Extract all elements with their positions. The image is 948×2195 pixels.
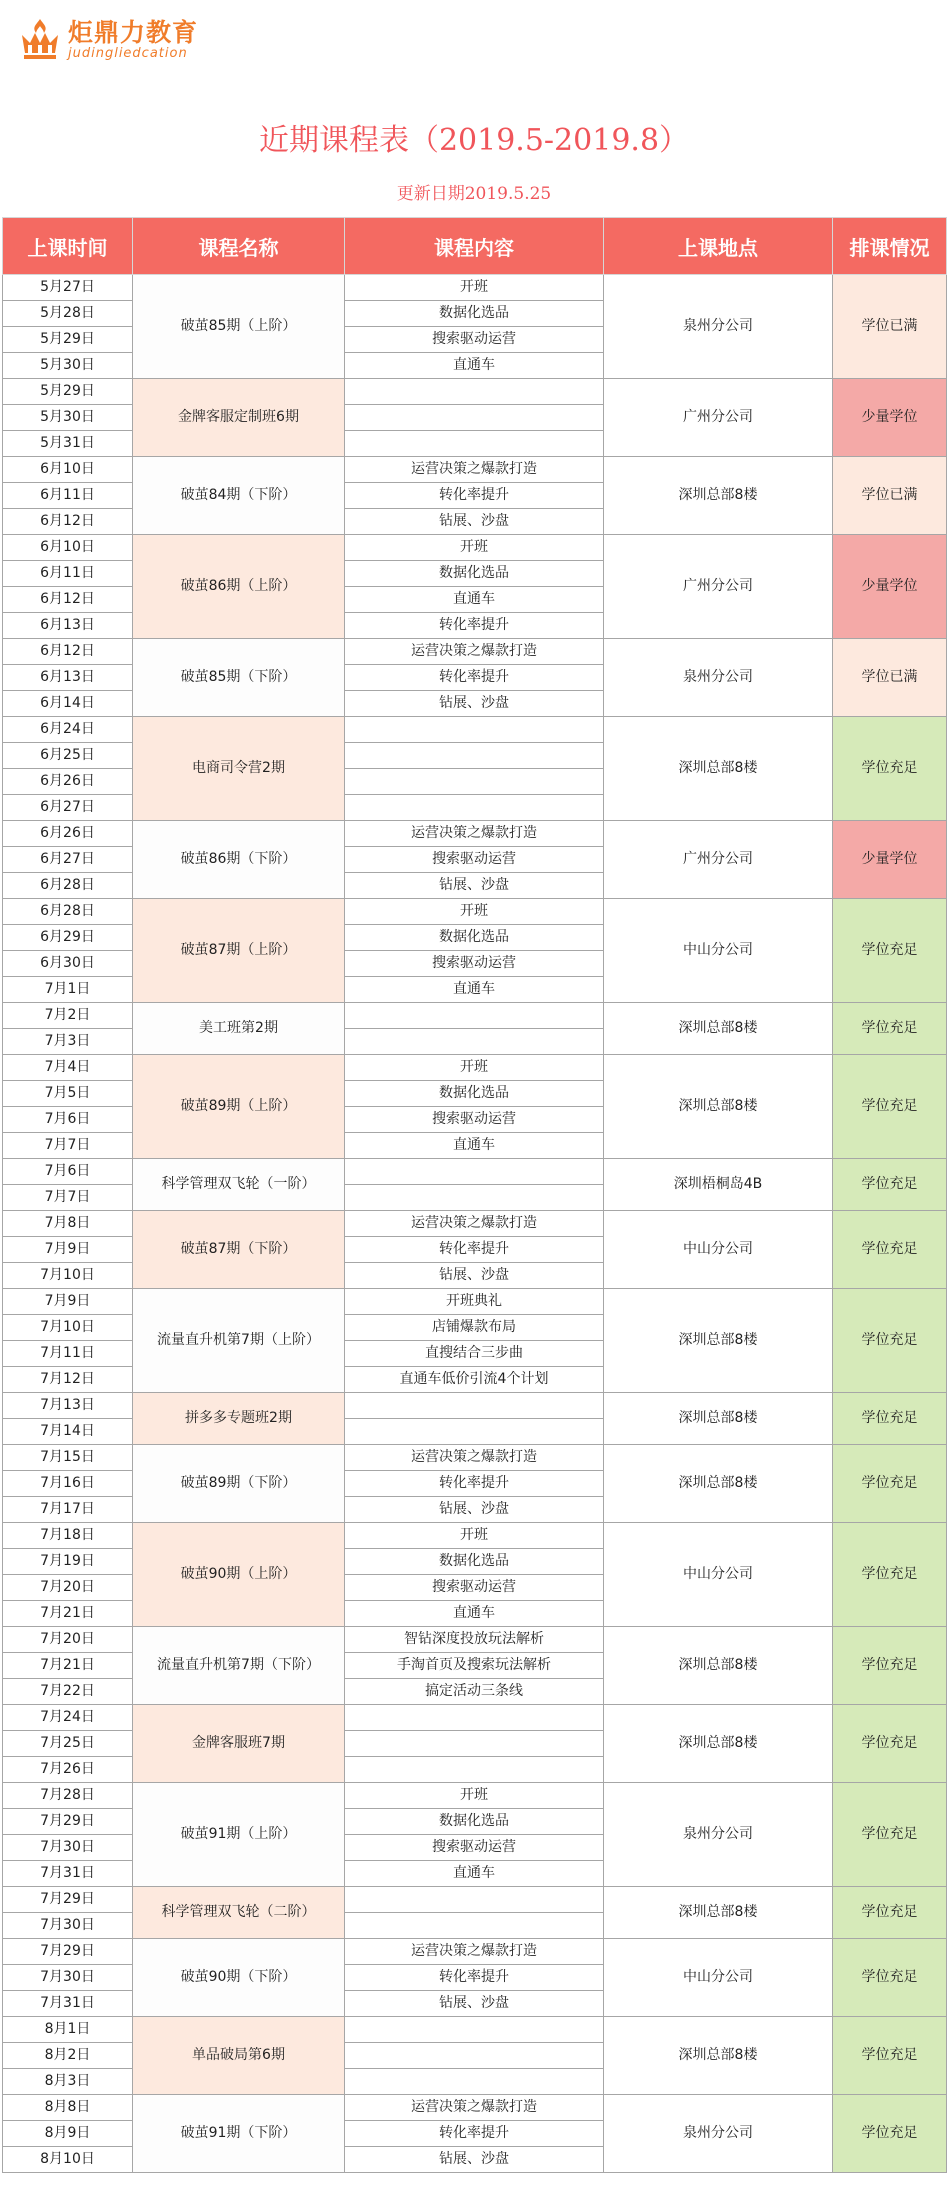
course-content-cell: 运营决策之爆款打造 [345, 1211, 604, 1237]
status-cell: 学位充足 [833, 1705, 947, 1783]
course-content-cell: 数据化选品 [345, 1549, 604, 1575]
course-name-cell: 拼多多专题班2期 [133, 1393, 345, 1445]
course-name-cell: 科学管理双飞轮（二阶） [133, 1887, 345, 1939]
date-cell: 6月30日 [3, 951, 133, 977]
course-name-cell: 破茧91期（下阶） [133, 2095, 345, 2173]
course-name-cell: 美工班第2期 [133, 1003, 345, 1055]
course-content-cell: 开班 [345, 1055, 604, 1081]
course-content-cell: 直通车 [345, 977, 604, 1003]
date-cell: 5月29日 [3, 327, 133, 353]
table-row [3, 1055, 947, 1081]
date-cell: 7月3日 [3, 1029, 133, 1055]
course-content-cell: 钻展、沙盘 [345, 873, 604, 899]
course-content-cell [345, 1159, 604, 1185]
status-cell: 学位充足 [833, 1055, 947, 1159]
location-cell: 泉州分公司 [604, 275, 833, 379]
location-cell: 中山分公司 [604, 1211, 833, 1289]
status-cell: 学位已满 [833, 457, 947, 535]
status-cell: 少量学位 [833, 821, 947, 899]
date-cell: 7月30日 [3, 1913, 133, 1939]
date-cell: 5月30日 [3, 353, 133, 379]
table-row [3, 457, 947, 483]
date-cell: 6月29日 [3, 925, 133, 951]
location-cell: 深圳总部8楼 [604, 1003, 833, 1055]
course-content-cell: 直通车 [345, 1861, 604, 1887]
location-cell: 深圳总部8楼 [604, 1289, 833, 1393]
date-cell: 7月10日 [3, 1263, 133, 1289]
course-name-cell: 破茧86期（下阶） [133, 821, 345, 899]
date-cell: 7月31日 [3, 1861, 133, 1887]
date-cell: 8月3日 [3, 2069, 133, 2095]
table-row [3, 1523, 947, 1549]
table-row [3, 1159, 947, 1185]
course-content-cell [345, 1029, 604, 1055]
date-cell: 7月25日 [3, 1731, 133, 1757]
course-name-cell: 破茧86期（上阶） [133, 535, 345, 639]
table-row [3, 1289, 947, 1315]
table-row [3, 1939, 947, 1965]
header-course-content: 课程内容 [345, 218, 604, 275]
table-row [3, 639, 947, 665]
update-date: 更新日期2019.5.25 [396, 184, 552, 204]
table-row [3, 2017, 947, 2043]
date-cell: 7月9日 [3, 1237, 133, 1263]
date-cell: 6月28日 [3, 873, 133, 899]
date-cell: 7月5日 [3, 1081, 133, 1107]
course-content-cell [345, 743, 604, 769]
course-content-cell: 直通车 [345, 1133, 604, 1159]
date-cell: 7月1日 [3, 977, 133, 1003]
course-content-cell: 搜索驱动运营 [345, 847, 604, 873]
date-cell: 7月22日 [3, 1679, 133, 1705]
date-cell: 7月29日 [3, 1809, 133, 1835]
page-title: 近期课程表（2019.5-2019.8） [258, 123, 690, 158]
course-content-cell: 搞定活动三条线 [345, 1679, 604, 1705]
course-content-cell: 转化率提升 [345, 1965, 604, 1991]
location-cell: 深圳总部8楼 [604, 1705, 833, 1783]
header-location: 上课地点 [604, 218, 833, 275]
date-cell: 7月17日 [3, 1497, 133, 1523]
table-row [3, 1627, 947, 1653]
course-name-cell: 破茧90期（上阶） [133, 1523, 345, 1627]
status-cell: 学位充足 [833, 2095, 947, 2173]
location-cell: 中山分公司 [604, 1523, 833, 1627]
location-cell: 泉州分公司 [604, 1783, 833, 1887]
date-cell: 6月10日 [3, 535, 133, 561]
date-cell: 6月26日 [3, 769, 133, 795]
course-content-cell [345, 1731, 604, 1757]
date-cell: 6月24日 [3, 717, 133, 743]
course-name-cell: 流量直升机第7期（上阶） [133, 1289, 345, 1393]
course-content-cell: 智钻深度投放玩法解析 [345, 1627, 604, 1653]
status-cell: 学位充足 [833, 1627, 947, 1705]
course-content-cell: 搜索驱动运营 [345, 1575, 604, 1601]
course-name-cell: 金牌客服定制班6期 [133, 379, 345, 457]
course-content-cell [345, 1419, 604, 1445]
course-content-cell: 开班 [345, 275, 604, 301]
date-cell: 6月11日 [3, 483, 133, 509]
footer-fragment [0, 2178, 948, 2195]
date-cell: 7月28日 [3, 1783, 133, 1809]
status-cell: 学位充足 [833, 1393, 947, 1445]
schedule-body [3, 275, 947, 2173]
date-cell: 8月9日 [3, 2121, 133, 2147]
course-content-cell: 转化率提升 [345, 613, 604, 639]
date-cell: 7月11日 [3, 1341, 133, 1367]
course-content-cell: 数据化选品 [345, 301, 604, 327]
status-cell: 学位充足 [833, 1887, 947, 1939]
course-name-cell: 破茧91期（上阶） [133, 1783, 345, 1887]
date-cell: 7月7日 [3, 1133, 133, 1159]
date-cell: 6月26日 [3, 821, 133, 847]
course-content-cell [345, 769, 604, 795]
location-cell: 广州分公司 [604, 821, 833, 899]
date-cell: 6月27日 [3, 795, 133, 821]
course-content-cell: 手淘首页及搜索玩法解析 [345, 1653, 604, 1679]
date-cell: 7月26日 [3, 1757, 133, 1783]
date-cell: 7月6日 [3, 1159, 133, 1185]
course-name-cell: 破茧90期（下阶） [133, 1939, 345, 2017]
table-row [3, 535, 947, 561]
course-name-cell: 破茧85期（上阶） [133, 275, 345, 379]
date-cell: 6月13日 [3, 613, 133, 639]
course-name-cell: 电商司令营2期 [133, 717, 345, 821]
date-cell: 7月20日 [3, 1575, 133, 1601]
course-name-cell: 单品破局第6期 [133, 2017, 345, 2095]
brand-subtitle: judingliedcation [68, 46, 188, 61]
table-row [3, 899, 947, 925]
course-content-cell [345, 405, 604, 431]
date-cell: 7月7日 [3, 1185, 133, 1211]
table-row [3, 1003, 947, 1029]
course-content-cell: 数据化选品 [345, 1081, 604, 1107]
course-content-cell: 搜索驱动运营 [345, 1107, 604, 1133]
location-cell: 深圳总部8楼 [604, 1627, 833, 1705]
course-name-cell: 金牌客服班7期 [133, 1705, 345, 1783]
date-cell: 7月13日 [3, 1393, 133, 1419]
status-cell: 学位充足 [833, 2017, 947, 2095]
course-content-cell: 直通车 [345, 353, 604, 379]
course-content-cell: 转化率提升 [345, 483, 604, 509]
date-cell: 8月10日 [3, 2147, 133, 2173]
date-cell: 5月30日 [3, 405, 133, 431]
course-name-cell: 破茧85期（下阶） [133, 639, 345, 717]
date-cell: 6月12日 [3, 639, 133, 665]
course-content-cell: 转化率提升 [345, 1237, 604, 1263]
torch-crown-icon [18, 17, 62, 63]
course-content-cell: 开班 [345, 535, 604, 561]
status-cell: 学位已满 [833, 639, 947, 717]
status-cell: 少量学位 [833, 535, 947, 639]
course-content-cell: 开班典礼 [345, 1289, 604, 1315]
course-content-cell [345, 431, 604, 457]
status-cell: 学位充足 [833, 1523, 947, 1627]
course-content-cell: 运营决策之爆款打造 [345, 2095, 604, 2121]
course-content-cell [345, 1003, 604, 1029]
location-cell: 深圳总部8楼 [604, 457, 833, 535]
date-cell: 5月28日 [3, 301, 133, 327]
date-cell: 7月30日 [3, 1965, 133, 1991]
date-cell: 7月29日 [3, 1887, 133, 1913]
location-cell: 泉州分公司 [604, 2095, 833, 2173]
course-name-cell: 流量直升机第7期（下阶） [133, 1627, 345, 1705]
course-name-cell: 破茧89期（上阶） [133, 1055, 345, 1159]
status-cell: 少量学位 [833, 379, 947, 457]
course-content-cell: 钻展、沙盘 [345, 691, 604, 717]
date-cell: 7月8日 [3, 1211, 133, 1237]
course-name-cell: 破茧84期（下阶） [133, 457, 345, 535]
course-content-cell: 开班 [345, 1783, 604, 1809]
date-cell: 7月6日 [3, 1107, 133, 1133]
course-content-cell [345, 1913, 604, 1939]
date-cell: 7月19日 [3, 1549, 133, 1575]
date-cell: 6月12日 [3, 587, 133, 613]
course-content-cell [345, 795, 604, 821]
date-cell: 7月20日 [3, 1627, 133, 1653]
date-cell: 6月12日 [3, 509, 133, 535]
location-cell: 深圳总部8楼 [604, 1055, 833, 1159]
date-cell: 5月31日 [3, 431, 133, 457]
status-cell: 学位充足 [833, 717, 947, 821]
course-name-cell: 破茧89期（下阶） [133, 1445, 345, 1523]
date-cell: 7月21日 [3, 1601, 133, 1627]
date-cell: 7月15日 [3, 1445, 133, 1471]
course-content-cell [345, 717, 604, 743]
course-content-cell: 运营决策之爆款打造 [345, 821, 604, 847]
date-cell: 5月27日 [3, 275, 133, 301]
course-content-cell [345, 2017, 604, 2043]
course-content-cell: 钻展、沙盘 [345, 2147, 604, 2173]
table-row [3, 1393, 947, 1419]
date-cell: 7月30日 [3, 1835, 133, 1861]
course-content-cell: 转化率提升 [345, 665, 604, 691]
course-content-cell: 搜索驱动运营 [345, 327, 604, 353]
location-cell: 深圳总部8楼 [604, 1393, 833, 1445]
course-content-cell [345, 379, 604, 405]
table-row [3, 379, 947, 405]
date-cell: 7月14日 [3, 1419, 133, 1445]
date-cell: 7月18日 [3, 1523, 133, 1549]
schedule-table [2, 217, 947, 2173]
table-row [3, 1705, 947, 1731]
table-row [3, 1887, 947, 1913]
course-content-cell: 转化率提升 [345, 2121, 604, 2147]
course-content-cell: 运营决策之爆款打造 [345, 1939, 604, 1965]
location-cell: 中山分公司 [604, 1939, 833, 2017]
status-cell: 学位充足 [833, 1939, 947, 2017]
date-cell: 6月28日 [3, 899, 133, 925]
location-cell: 广州分公司 [604, 379, 833, 457]
brand-logo [18, 14, 198, 66]
header-row [3, 218, 947, 275]
table-row [3, 821, 947, 847]
date-cell: 6月14日 [3, 691, 133, 717]
brand-name: 炬鼎力教育 [68, 18, 199, 47]
course-content-cell: 钻展、沙盘 [345, 1263, 604, 1289]
course-content-cell [345, 1887, 604, 1913]
course-content-cell: 搜索驱动运营 [345, 951, 604, 977]
location-cell: 泉州分公司 [604, 639, 833, 717]
status-cell: 学位充足 [833, 1445, 947, 1523]
date-cell: 7月9日 [3, 1289, 133, 1315]
course-content-cell [345, 1757, 604, 1783]
date-cell: 7月31日 [3, 1991, 133, 2017]
location-cell: 中山分公司 [604, 899, 833, 1003]
course-content-cell: 运营决策之爆款打造 [345, 1445, 604, 1471]
date-cell: 6月13日 [3, 665, 133, 691]
table-row [3, 1211, 947, 1237]
table-row [3, 1783, 947, 1809]
course-content-cell [345, 1185, 604, 1211]
table-row [3, 275, 947, 301]
location-cell: 深圳总部8楼 [604, 717, 833, 821]
course-content-cell: 数据化选品 [345, 925, 604, 951]
course-content-cell: 运营决策之爆款打造 [345, 639, 604, 665]
date-cell: 8月1日 [3, 2017, 133, 2043]
date-cell: 7月10日 [3, 1315, 133, 1341]
date-cell: 7月12日 [3, 1367, 133, 1393]
course-content-cell: 直搜结合三步曲 [345, 1341, 604, 1367]
table-row [3, 2095, 947, 2121]
location-cell: 深圳总部8楼 [604, 2017, 833, 2095]
course-content-cell: 运营决策之爆款打造 [345, 457, 604, 483]
location-cell: 深圳梧桐岛4B [604, 1159, 833, 1211]
date-cell: 7月16日 [3, 1471, 133, 1497]
date-cell: 7月29日 [3, 1939, 133, 1965]
status-cell: 学位充足 [833, 1003, 947, 1055]
course-name-cell: 破茧87期（下阶） [133, 1211, 345, 1289]
header-course-name: 课程名称 [133, 218, 345, 275]
status-cell: 学位充足 [833, 899, 947, 1003]
date-cell: 7月2日 [3, 1003, 133, 1029]
location-cell: 广州分公司 [604, 535, 833, 639]
status-cell: 学位已满 [833, 275, 947, 379]
date-cell: 7月21日 [3, 1653, 133, 1679]
date-cell: 6月11日 [3, 561, 133, 587]
course-content-cell: 数据化选品 [345, 561, 604, 587]
course-content-cell: 开班 [345, 1523, 604, 1549]
course-content-cell: 直通车低价引流4个计划 [345, 1367, 604, 1393]
course-name-cell: 破茧87期（上阶） [133, 899, 345, 1003]
course-content-cell: 转化率提升 [345, 1471, 604, 1497]
status-cell: 学位充足 [833, 1211, 947, 1289]
course-content-cell: 钻展、沙盘 [345, 1991, 604, 2017]
date-cell: 7月4日 [3, 1055, 133, 1081]
date-cell: 7月24日 [3, 1705, 133, 1731]
course-content-cell: 数据化选品 [345, 1809, 604, 1835]
course-content-cell: 钻展、沙盘 [345, 1497, 604, 1523]
course-content-cell: 直通车 [345, 1601, 604, 1627]
location-cell: 深圳总部8楼 [604, 1445, 833, 1523]
date-cell: 6月27日 [3, 847, 133, 873]
date-cell: 8月2日 [3, 2043, 133, 2069]
table-row [3, 717, 947, 743]
header-time: 上课时间 [3, 218, 133, 275]
course-content-cell [345, 2069, 604, 2095]
course-content-cell [345, 1705, 604, 1731]
course-content-cell: 钻展、沙盘 [345, 509, 604, 535]
date-cell: 5月29日 [3, 379, 133, 405]
date-cell: 8月8日 [3, 2095, 133, 2121]
status-cell: 学位充足 [833, 1783, 947, 1887]
course-content-cell: 搜索驱动运营 [345, 1835, 604, 1861]
date-cell: 6月10日 [3, 457, 133, 483]
course-content-cell [345, 1393, 604, 1419]
course-content-cell: 开班 [345, 899, 604, 925]
status-cell: 学位充足 [833, 1289, 947, 1393]
location-cell: 深圳总部8楼 [604, 1887, 833, 1939]
course-name-cell: 科学管理双飞轮（一阶） [133, 1159, 345, 1211]
header-status: 排课情况 [833, 218, 947, 275]
course-content-cell [345, 2043, 604, 2069]
date-cell: 6月25日 [3, 743, 133, 769]
course-content-cell: 店铺爆款布局 [345, 1315, 604, 1341]
table-row [3, 1445, 947, 1471]
status-cell: 学位充足 [833, 1159, 947, 1211]
course-content-cell: 直通车 [345, 587, 604, 613]
